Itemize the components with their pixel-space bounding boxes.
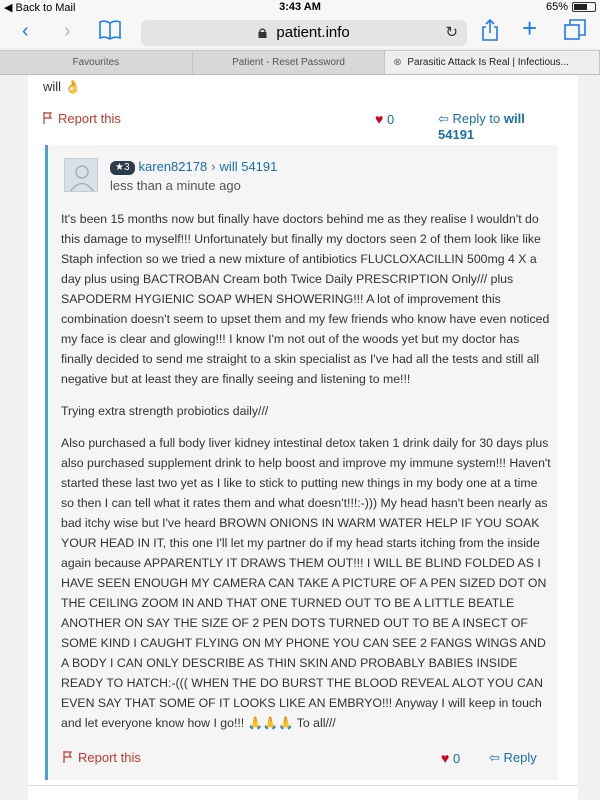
reply-arrow-icon: ⇦ — [438, 111, 449, 126]
tabs-overview-icon[interactable] — [564, 19, 586, 46]
post-header — [110, 159, 277, 175]
status-bar — [0, 0, 600, 14]
like-button[interactable] — [441, 750, 460, 766]
report-label: Report this — [58, 111, 121, 126]
close-tab-icon[interactable]: ⊗ — [393, 57, 402, 68]
reply-label: Reply to — [452, 111, 501, 126]
clock: 3:43 AM — [279, 1, 321, 13]
back-label: Back to Mail — [15, 2, 76, 14]
back-to-mail-link[interactable]: ◀ Back to Mail — [4, 2, 76, 14]
battery-percent: 65% — [545, 1, 568, 13]
new-tab-icon[interactable]: + — [522, 13, 538, 43]
battery-indicator — [546, 1, 596, 13]
parent-post-actions — [43, 111, 563, 142]
browser-toolbar — [0, 14, 600, 48]
post-paragraph: It's been 15 months now but finally have doctors behind me as they realise I wouldn't do this damage to myself!!! Unfortunately but finally my doctors seen 2 of them look like like Staph infection so we tried a new mixture of antibiotics FLUCLOXACILLIN 500mg 4 X a day plus using BACTROBAN Cream both Twice Daily PRESCRIPTION Only/// plus SAPODERM HYGIENIC SOAP WHEN SHOWERING!!! A lot of improvement this combination doesn't seem to upset them and my few friends who know have even noticed my face is clear and glowing!!! I know I'm not out of the woods yet but my doctor has finally decided to send me straight to a skin specialist as I've had all the tests and still all negative but at least they are finally seeing and listening to me!!! — [61, 212, 550, 386]
flag-icon — [63, 751, 72, 763]
user-silhouette-icon — [65, 159, 98, 192]
reply-to-user[interactable]: will 54191 — [219, 159, 278, 174]
like-count: 0 — [452, 751, 461, 766]
reply-button[interactable] — [489, 750, 537, 766]
tab-parasitic-attack[interactable] — [385, 51, 600, 74]
reply-post — [45, 145, 558, 780]
tab-reset-password[interactable]: Patient - Reset Password — [193, 51, 386, 74]
lock-icon — [258, 28, 267, 38]
reply-label: Reply — [503, 750, 537, 765]
tab-label: Parasitic Attack Is Real | Infectious... — [407, 57, 569, 68]
chevron-right-icon: › — [211, 159, 216, 174]
post-paragraph: Trying extra strength probiotics daily/// — [61, 404, 269, 418]
forward-chevron-icon[interactable]: › — [64, 20, 71, 42]
share-icon[interactable] — [480, 18, 500, 47]
report-label: Report this — [78, 750, 141, 765]
url-text: patient.info — [276, 24, 350, 41]
report-link[interactable] — [43, 111, 121, 126]
heart-icon: ♥ — [441, 750, 450, 766]
rank-badge: ★3 — [110, 161, 135, 175]
reply-post-actions — [61, 750, 551, 768]
previous-post-tail: will 👌 — [43, 79, 81, 94]
divider — [28, 785, 578, 786]
reply-target-user: will 54191 — [438, 111, 525, 142]
like-button[interactable] — [375, 111, 394, 127]
tab-favourites[interactable]: Favourites — [0, 51, 193, 74]
thread-card — [28, 75, 578, 800]
address-bar[interactable] — [141, 20, 467, 46]
post-timestamp: less than a minute ago — [110, 178, 241, 193]
avatar[interactable] — [64, 158, 98, 192]
flag-icon — [43, 112, 52, 124]
back-chevron-icon[interactable]: ‹ — [22, 20, 29, 42]
author-name[interactable]: karen82178 — [138, 159, 208, 174]
post-paragraph: Also purchased a full body liver kidney intestinal detox taken 1 drink daily for 30 days plus also purchased supplement drink to help boost and improve my immune system!!! Haven't started these last two yet as I like to stick to putting new things in my body one at a time so then I can tell what it rates them and what doesn't!!!:-))) My head hasn't been nearly as bad itchy wise but I've heard BROWN ONIONS IN WARM WATER HELP IF YOU SOAK YOUR HEAD IN IT, this one I'll let my partner do if my head starts itching from the inside again because APPARENTLY IT DRAWS THEM OUT!!! I WILL BE BLIND FOLDED AS I HAVE SEEN ENOUGH MY CAMERA CAN TAKE A PICTURE OF A PEN SIZED DOT ON THE CEILING ZOOM IN AND THAT ONE TURNED OUT TO BE A LITTLE BEATLE ANOTHER ON SAY THE SIZE OF 2 PEN DOTS TURNED OUT TO BE A INSECT OF SOME KIND I CAUGHT FLYING ON MY PHONE YOU CAN SEE 2 FANGS WINGS AND A BODY I CAN ONLY DESCRIBE AS THIN SKIN AND PROBABLY BABIES INSIDE READY TO HATCH:-((( WHEN THE DO BURST THE BLOOD REVEAL ALOT YOU CAN EVEN SAY THAT SOME OF IT LOOKS LIKE AN EMBRYO!!! Anyway I will keep in touch and let everyone know how I go!!! 🙏🙏🙏 To all/// — [61, 436, 551, 730]
tab-strip — [0, 50, 600, 75]
heart-icon: ♥ — [375, 111, 384, 127]
reply-arrow-icon: ⇦ — [489, 750, 500, 765]
bookmarks-icon[interactable] — [98, 19, 122, 46]
post-body — [61, 209, 551, 745]
battery-icon — [572, 2, 596, 12]
report-link[interactable] — [63, 750, 141, 765]
reload-icon[interactable]: ↻ — [445, 24, 458, 41]
reply-to-button[interactable] — [438, 111, 563, 142]
like-count: 0 — [386, 112, 395, 127]
